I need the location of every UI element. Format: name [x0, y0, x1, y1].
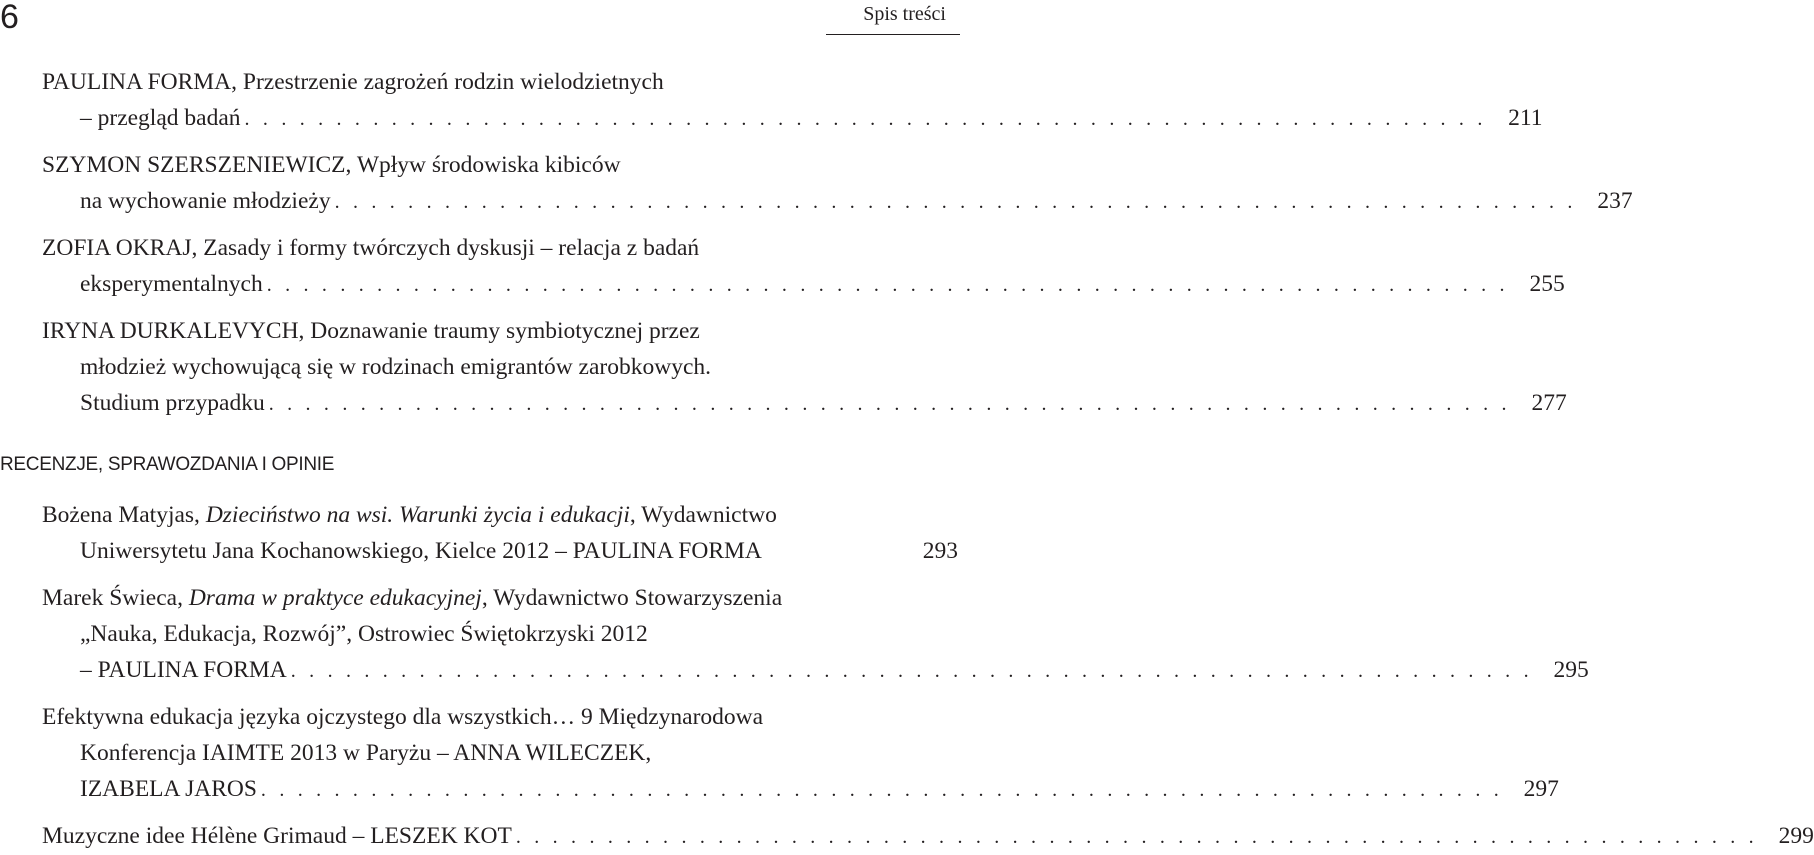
entry-title-end: Muzyczne idee Hélène Grimaud – LESZEK KOT [42, 823, 512, 849]
entry-title-end: Studium przypadku [80, 390, 265, 416]
review-book-title: Drama w praktyce edukacyjnej [188, 585, 482, 611]
entry-title-line: IRYNA DURKALEVYCH, Doznawanie traumy symbiotycznej przez [42, 318, 700, 344]
review-author: Marek Świeca, [42, 585, 189, 611]
dot-leader: . . . . . . . . . . . . . . . . . . . . . . . . . . . . . . . . . . . . . . . . . . . . . . . . . . . . . . . . . . . . . . . . . . . . [268, 393, 1511, 415]
review-publisher: , Wydawnictwo [629, 502, 777, 528]
page-ref: 277 [1531, 390, 1567, 416]
review-publisher: , Wydawnictwo Stowarzyszenia [481, 585, 783, 611]
entry-last-line [42, 652, 1589, 688]
review-author: Bożena Matyjas, [42, 502, 206, 528]
page-number: 6 [0, 0, 19, 36]
entry-title-line: „Nauka, Edukacja, Rozwój”, Ostrowiec Świętokrzyski 2012 [80, 621, 648, 647]
running-head: Spis treści [863, 3, 946, 25]
entry-last-line [42, 818, 1814, 854]
page-ref: 297 [1523, 776, 1559, 802]
page-ref: 295 [1553, 657, 1589, 683]
entry-title-line: Efektywna edukacja języka ojczystego dla wszystkich… 9 Międzynarodowa [42, 704, 764, 730]
entry-title-line [42, 497, 958, 533]
entry-title-end: – przegląd badań [80, 105, 241, 131]
dot-leader: . . . . . . . . . . . . . . . . . . . . . . . . . . . . . . . . . . . . . . . . . . . . . . . . . . . . . . . . . . . . . . . . . . . . [334, 191, 1577, 213]
entry-last-line [42, 771, 1559, 807]
header-rule [826, 34, 960, 35]
dot-leader: . . . . . . . . . . . . . . . . . . . . . . . . . . . . . . . . . . . . . . . . . . . . . . . . . . . . . . . . . . . . . . . . . . . . [244, 108, 1487, 130]
toc-entry[interactable] [42, 230, 1565, 302]
dot-leader: . . . . . . . . . . . . . . . . . . . . . . . . . . . . . . . . . . . . . . . . . . . . . . . . . . . . . . . . . . . . . . . . . . . . [515, 826, 1758, 848]
entry-title-line [42, 580, 958, 616]
entry-title-line: PAULINA FORMA, Przestrzenie zagrożeń rodzin wielodzietnych [42, 69, 664, 95]
page-ref: 299 [1778, 823, 1814, 849]
dot-leader: . . . . . . . . . . . . . . . . . . . . . . . . . . . . . . . . . . . . . . . . . . . . . . . . . . . . . . . . . . . . . . . . . . . . [266, 274, 1509, 296]
toc-entry[interactable] [42, 497, 958, 569]
entry-title-line: Konferencja IAIMTE 2013 w Paryżu – ANNA WILECZEK, [80, 740, 652, 766]
review-book-title: Dzieciństwo na wsi. Warunki życia i edukacji [205, 502, 630, 528]
toc-entry[interactable] [42, 313, 1567, 421]
entry-last-line [42, 533, 958, 569]
entry-title-end: Uniwersytetu Jana Kochanowskiego, Kielce 2012 – PAULINA FORMA [80, 538, 762, 564]
entry-title-end: – PAULINA FORMA [80, 657, 287, 683]
dot-leader: . . . . . . . . . . . . . . . . . . . . . . . . . . . . . . . . . . . . . . . . . . . . . . . . . . . . . . . . . . . . . . . . . . . . [290, 660, 1533, 682]
entry-last-line [42, 100, 1543, 136]
entry-title-line: ZOFIA OKRAJ, Zasady i formy twórczych dyskusji – relacja z badań [42, 235, 700, 261]
entry-title-end: na wychowanie młodzieży [80, 188, 331, 214]
entry-title-line: SZYMON SZERSZENIEWICZ, Wpływ środowiska kibiców [42, 152, 621, 178]
entry-title-end: eksperymentalnych [80, 271, 263, 297]
entry-last-line [42, 385, 1567, 421]
toc-entry[interactable] [42, 147, 1633, 219]
toc-entry[interactable] [42, 699, 1559, 807]
page-ref: 293 [922, 538, 958, 564]
toc-entry[interactable] [42, 64, 1543, 136]
section-heading: RECENZJE, SPRAWOZDANIA I OPINIE [0, 454, 335, 475]
toc-entry[interactable] [42, 580, 1589, 688]
entry-last-line [42, 183, 1633, 219]
entry-last-line [42, 266, 1565, 302]
dot-leader: . . . . . . . . . . . . . . . . . . . . . . . . . . . . . . . . . . . . . . . . . . . . . . . . . . . . . . . . . . . . . . . . . . . . [260, 779, 1503, 801]
page-ref: 255 [1529, 271, 1565, 297]
entry-title-end: IZABELA JAROS [80, 776, 257, 802]
page-ref: 211 [1508, 105, 1543, 131]
toc-reviews [42, 497, 1814, 854]
toc-articles [42, 64, 1633, 421]
entry-title-line: młodzież wychowującą się w rodzinach emigrantów zarobkowych. [80, 354, 712, 380]
toc-entry[interactable] [42, 818, 1814, 854]
page-ref: 237 [1597, 188, 1633, 214]
